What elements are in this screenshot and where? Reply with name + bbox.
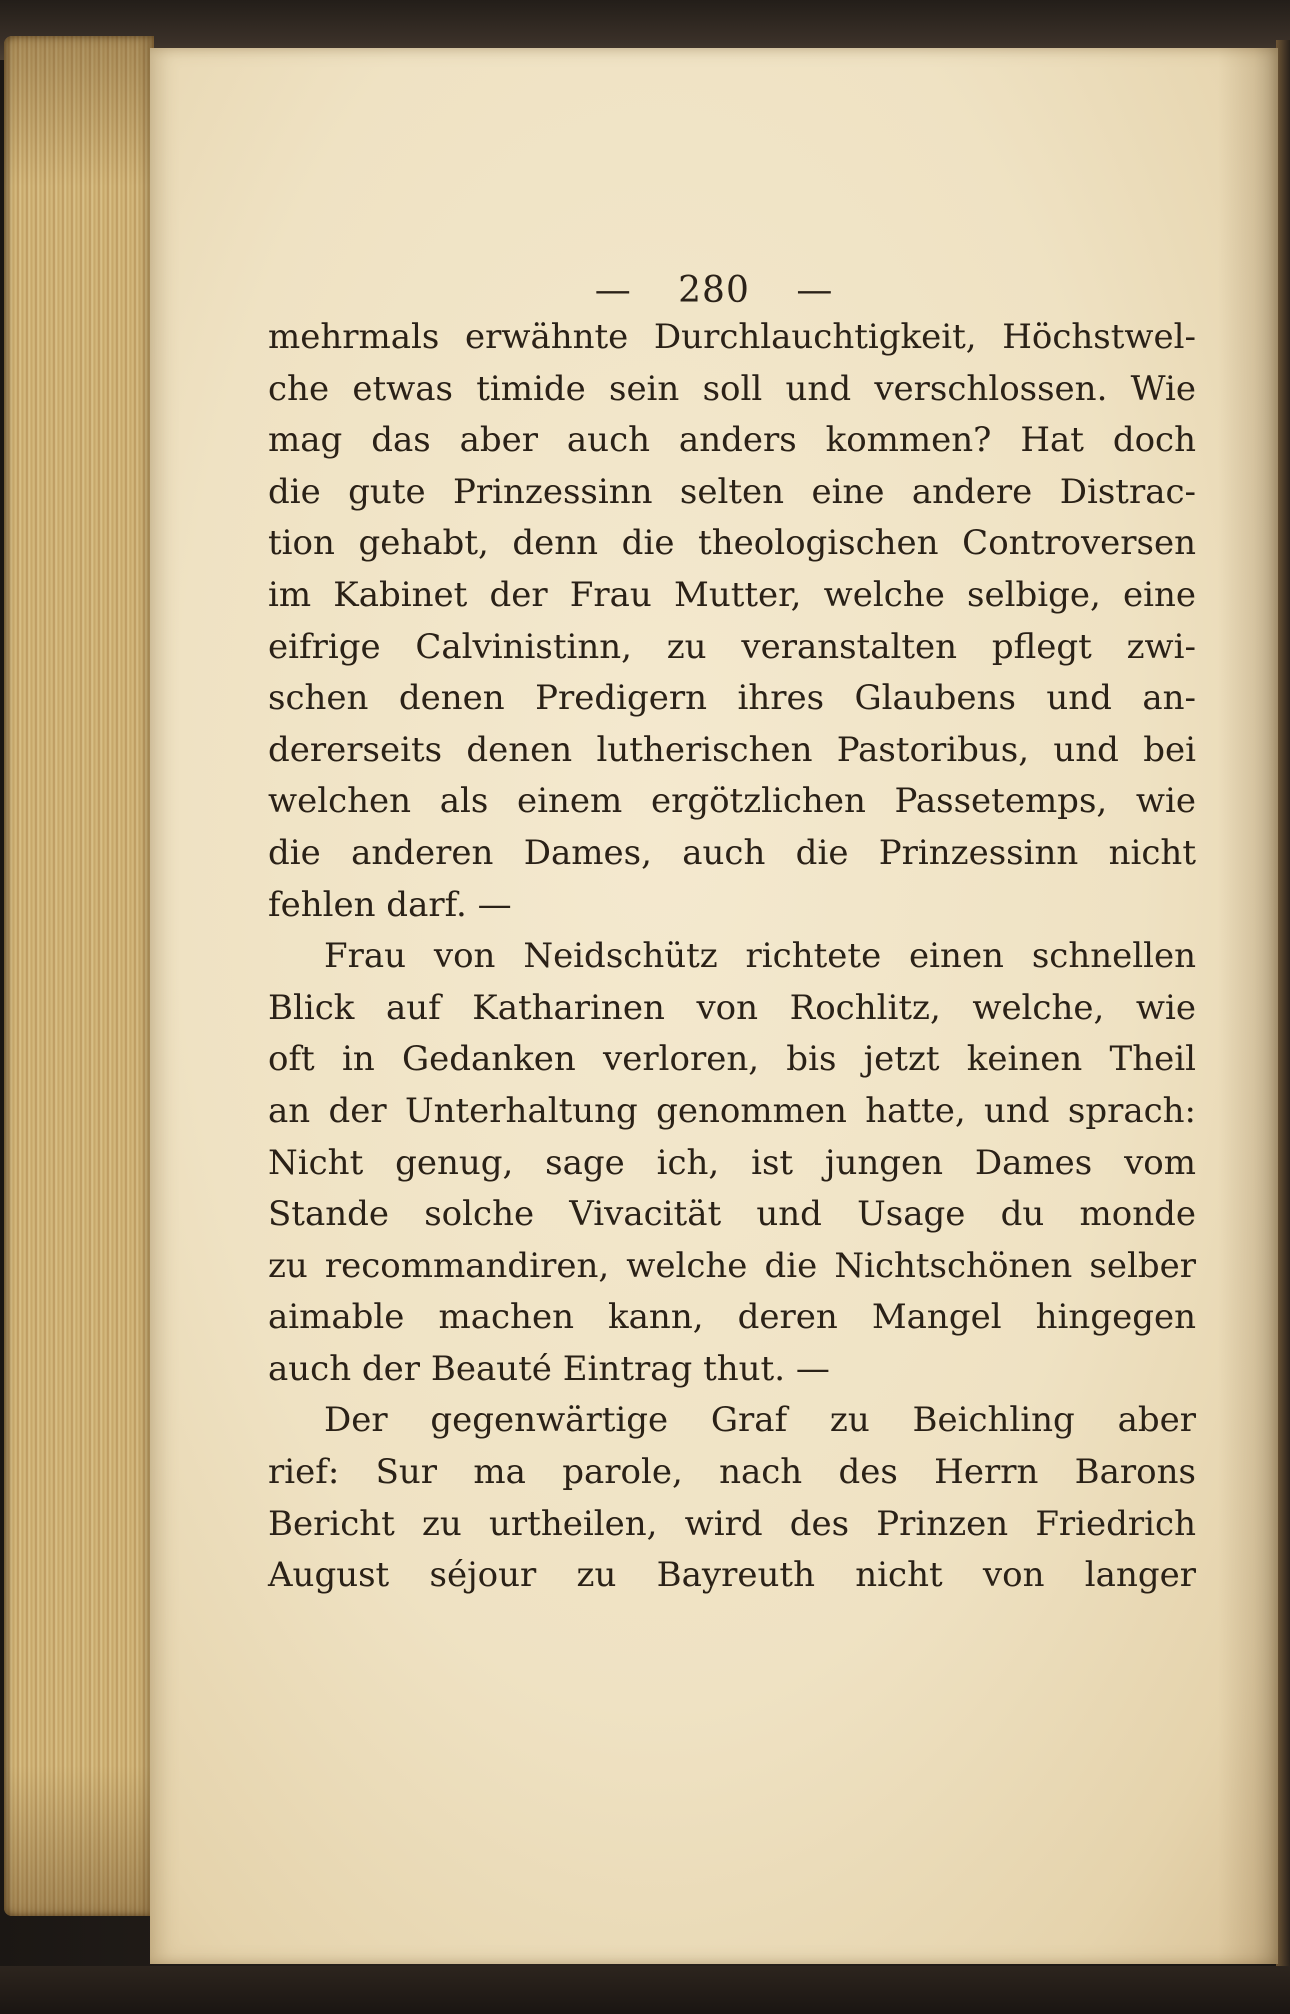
text-line: die gute Prinzessinn selten eine andere Distrac- [268, 471, 1196, 512]
text-line: an der Unterhaltung genommen hatte, und sprach: [268, 1090, 1196, 1131]
text-line: aimable machen kann, deren Mangel hingegen [268, 1297, 1196, 1338]
text-line: Frau von Neidschütz richtete einen schnellen [324, 936, 1196, 977]
book-cover-right [1276, 40, 1290, 1970]
text-line: mehrmals erwähnte Durchlauchtigkeit, Höchstwel- [268, 317, 1196, 357]
text-line: zu recommandiren, welche die Nichtschönen selber [268, 1245, 1196, 1286]
text-line: August séjour zu Bayreuth nicht von langer [268, 1555, 1196, 1596]
text-line: Blick auf Katharinen von Rochlitz, welche, wie [268, 987, 1196, 1028]
header-dash-left: — [594, 270, 632, 311]
text-line: mag das aber auch anders kommen? Hat doch [268, 420, 1196, 461]
text-line: im Kabinet der Frau Mutter, welche selbige, eine [268, 574, 1196, 615]
text-line: Bericht zu urtheilen, wird des Prinzen Friedrich [268, 1503, 1196, 1544]
header-dash-right: — [796, 270, 834, 311]
body-text [268, 312, 1196, 1602]
page-header [150, 270, 1278, 311]
text-line: che etwas timide sein soll und verschlossen. Wie [268, 368, 1196, 409]
text-line: oft in Gedanken verloren, bis jetzt keinen Theil [268, 1039, 1196, 1080]
text-line: die anderen Dames, auch die Prinzessinn nicht [268, 832, 1196, 873]
page-number: 280 [678, 270, 750, 311]
text-line: Der gegenwärtige Graf zu Beichling aber [324, 1400, 1196, 1441]
page-shadow [1218, 48, 1278, 1964]
text-line: welchen als einem ergötzlichen Passetemps, wie [268, 781, 1196, 822]
text-line: tion gehabt, denn die theologischen Controversen [268, 523, 1196, 564]
text-line: Nicht genug, sage ich, ist jungen Dames vom [268, 1142, 1196, 1183]
text-line: auch der Beauté Eintrag thut. — [268, 1348, 830, 1389]
text-line: Stande solche Vivacität und Usage du monde [268, 1194, 1196, 1235]
text-line: fehlen darf. — [268, 884, 512, 925]
text-line: eifrige Calvinistinn, zu veranstalten pflegt zwi- [268, 626, 1196, 667]
text-line: rief: Sur ma parole, nach des Herrn Barons [268, 1452, 1196, 1493]
book-cover-bottom [0, 1966, 1290, 2014]
text-line: dererseits denen lutherischen Pastoribus, und bei [268, 729, 1196, 770]
text-line: schen denen Predigern ihres Glaubens und an- [268, 678, 1196, 719]
page-edges [4, 36, 154, 1916]
